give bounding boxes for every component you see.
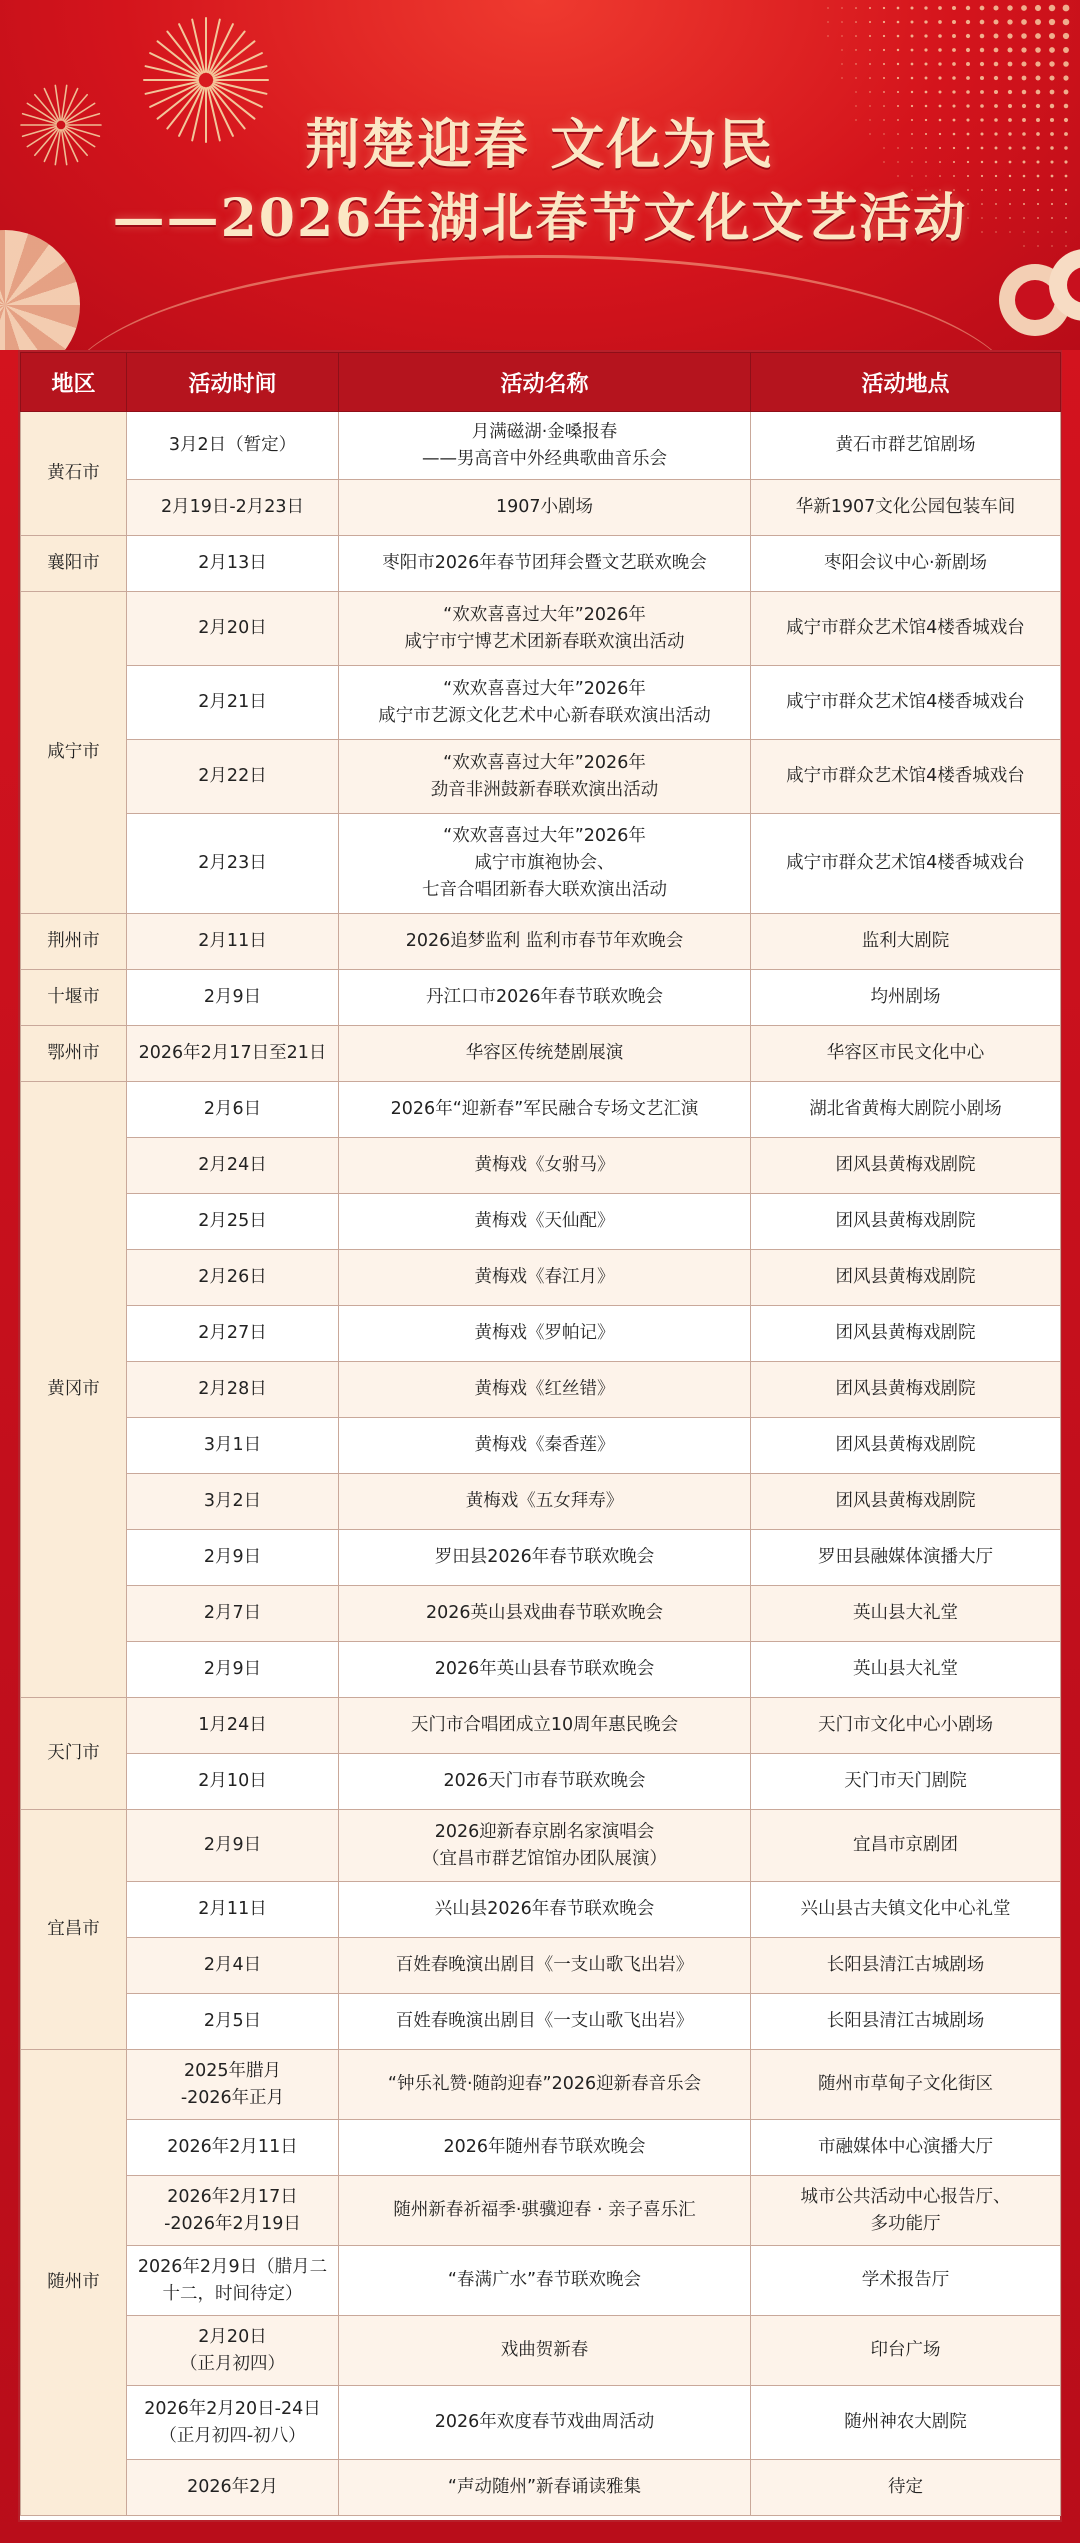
activity-name-cell: 黄梅戏《女驸马》: [339, 1138, 751, 1194]
activity-name-cell: “欢欢喜喜过大年”2026年 咸宁市宁博艺术团新春联欢演出活动: [339, 592, 751, 666]
table-row: [21, 1250, 1061, 1306]
time-cell: 2月20日: [127, 592, 339, 666]
time-cell: 2026年2月11日: [127, 2120, 339, 2176]
activity-name-cell: 月满磁湖·金嗓报春 ——男高音中外经典歌曲音乐会: [339, 412, 751, 480]
venue-cell: 团风县黄梅戏剧院: [751, 1362, 1061, 1418]
activity-name-cell: 黄梅戏《五女拜寿》: [339, 1474, 751, 1530]
venue-cell: 市融媒体中心演播大厅: [751, 2120, 1061, 2176]
table-row: [21, 1586, 1061, 1642]
time-cell: 2月10日: [127, 1754, 339, 1810]
activity-name-cell: 罗田县2026年春节联欢晚会: [339, 1530, 751, 1586]
activity-name-cell: 天门市合唱团成立10周年惠民晚会: [339, 1698, 751, 1754]
time-cell: 2月19日-2月23日: [127, 480, 339, 536]
activity-name-cell: 2026英山县戏曲春节联欢晚会: [339, 1586, 751, 1642]
venue-cell: 天门市天门剧院: [751, 1754, 1061, 1810]
table-row: [21, 1810, 1061, 1882]
region-cell: 随州市: [21, 2050, 127, 2516]
region-cell: 黄石市: [21, 412, 127, 536]
table-row: [21, 2050, 1061, 2120]
venue-cell: 天门市文化中心小剧场: [751, 1698, 1061, 1754]
table-header-row: [21, 353, 1061, 412]
table-body: [21, 412, 1061, 2516]
table-row: [21, 1194, 1061, 1250]
table-row: [21, 412, 1061, 480]
time-cell: 2月7日: [127, 1586, 339, 1642]
time-cell: 2月4日: [127, 1938, 339, 1994]
venue-cell: 咸宁市群众艺术馆4楼香城戏台: [751, 592, 1061, 666]
table-row: [21, 1138, 1061, 1194]
table-row: [21, 1642, 1061, 1698]
venue-cell: 英山县大礼堂: [751, 1586, 1061, 1642]
activity-name-cell: “声动随州”新春诵读雅集: [339, 2460, 751, 2516]
venue-cell: 团风县黄梅戏剧院: [751, 1250, 1061, 1306]
table-row: [21, 1698, 1061, 1754]
venue-cell: 华容区市民文化中心: [751, 1026, 1061, 1082]
activity-name-cell: “钟乐礼赞·随韵迎春”2026迎新春音乐会: [339, 2050, 751, 2120]
region-cell: 咸宁市: [21, 592, 127, 914]
time-cell: 2月9日: [127, 970, 339, 1026]
venue-cell: 印台广场: [751, 2316, 1061, 2386]
venue-cell: 长阳县清江古城剧场: [751, 1994, 1061, 2050]
activity-name-cell: 2026年随州春节联欢晚会: [339, 2120, 751, 2176]
time-cell: 2月25日: [127, 1194, 339, 1250]
venue-cell: 团风县黄梅戏剧院: [751, 1194, 1061, 1250]
table-row: [21, 1530, 1061, 1586]
time-cell: 2月24日: [127, 1138, 339, 1194]
time-cell: 2月28日: [127, 1362, 339, 1418]
time-cell: 3月2日（暂定）: [127, 412, 339, 480]
activity-name-cell: 枣阳市2026年春节团拜会暨文艺联欢晚会: [339, 536, 751, 592]
activity-name-cell: 2026年欢度春节戏曲周活动: [339, 2386, 751, 2460]
time-cell: 2月26日: [127, 1250, 339, 1306]
activity-name-cell: 华容区传统楚剧展演: [339, 1026, 751, 1082]
activity-name-cell: 百姓春晚演出剧目《一支山歌飞出岩》: [339, 1994, 751, 2050]
time-cell: 2026年2月20日-24日 （正月初四-初八）: [127, 2386, 339, 2460]
region-cell: 黄冈市: [21, 1082, 127, 1698]
time-cell: 2月9日: [127, 1642, 339, 1698]
venue-cell: 随州市草甸子文化街区: [751, 2050, 1061, 2120]
time-cell: 3月1日: [127, 1418, 339, 1474]
time-cell: 2月23日: [127, 814, 339, 914]
region-cell: 鄂州市: [21, 1026, 127, 1082]
activity-name-cell: 随州新春祈福季·骐骥迎春 · 亲子喜乐汇: [339, 2176, 751, 2246]
activity-name-cell: 黄梅戏《红丝错》: [339, 1362, 751, 1418]
table-row: [21, 1362, 1061, 1418]
venue-cell: 团风县黄梅戏剧院: [751, 1306, 1061, 1362]
time-cell: 2月20日 （正月初四）: [127, 2316, 339, 2386]
activity-name-cell: 2026天门市春节联欢晚会: [339, 1754, 751, 1810]
venue-cell: 兴山县古夫镇文化中心礼堂: [751, 1882, 1061, 1938]
table-row: [21, 2316, 1061, 2386]
column-header-venue: 活动地点: [751, 353, 1061, 412]
table-row: [21, 2246, 1061, 2316]
region-cell: 宜昌市: [21, 1810, 127, 2050]
venue-cell: 宜昌市京剧团: [751, 1810, 1061, 1882]
region-cell: 十堰市: [21, 970, 127, 1026]
region-cell: 襄阳市: [21, 536, 127, 592]
table-row: [21, 970, 1061, 1026]
venue-cell: 华新1907文化公园包装车间: [751, 480, 1061, 536]
time-cell: 1月24日: [127, 1698, 339, 1754]
activity-name-cell: “春满广水”春节联欢晚会: [339, 2246, 751, 2316]
activity-name-cell: 1907小剧场: [339, 480, 751, 536]
activity-name-cell: “欢欢喜喜过大年”2026年 咸宁市旗袍协会、 七音合唱团新春大联欢演出活动: [339, 814, 751, 914]
activity-name-cell: 百姓春晚演出剧目《一支山歌飞出岩》: [339, 1938, 751, 1994]
venue-cell: 学术报告厅: [751, 2246, 1061, 2316]
venue-cell: 英山县大礼堂: [751, 1642, 1061, 1698]
time-cell: 2月6日: [127, 1082, 339, 1138]
table-row: [21, 1418, 1061, 1474]
activity-name-cell: 黄梅戏《秦香莲》: [339, 1418, 751, 1474]
activity-name-cell: 黄梅戏《天仙配》: [339, 1194, 751, 1250]
table-row: [21, 592, 1061, 666]
activity-name-cell: 2026迎新春京剧名家演唱会 （宜昌市群艺馆馆办团队展演）: [339, 1810, 751, 1882]
venue-cell: 罗田县融媒体演播大厅: [751, 1530, 1061, 1586]
table-row: [21, 1882, 1061, 1938]
venue-cell: 湖北省黄梅大剧院小剧场: [751, 1082, 1061, 1138]
time-cell: 3月2日: [127, 1474, 339, 1530]
table-row: [21, 740, 1061, 814]
venue-cell: 咸宁市群众艺术馆4楼香城戏台: [751, 666, 1061, 740]
activity-name-cell: 黄梅戏《春江月》: [339, 1250, 751, 1306]
activity-name-cell: “欢欢喜喜过大年”2026年 咸宁市艺源文化艺术中心新春联欢演出活动: [339, 666, 751, 740]
table-row: [21, 2386, 1061, 2460]
time-cell: 2026年2月17日至21日: [127, 1026, 339, 1082]
table-row: [21, 1474, 1061, 1530]
venue-cell: 团风县黄梅戏剧院: [751, 1474, 1061, 1530]
venue-cell: 枣阳会议中心·新剧场: [751, 536, 1061, 592]
venue-cell: 均州剧场: [751, 970, 1061, 1026]
table-row: [21, 1082, 1061, 1138]
activity-name-cell: 黄梅戏《罗帕记》: [339, 1306, 751, 1362]
activity-name-cell: 2026年“迎新春”军民融合专场文艺汇演: [339, 1082, 751, 1138]
table-row: [21, 1026, 1061, 1082]
activity-name-cell: 2026年英山县春节联欢晚会: [339, 1642, 751, 1698]
venue-cell: 团风县黄梅戏剧院: [751, 1138, 1061, 1194]
venue-cell: 咸宁市群众艺术馆4楼香城戏台: [751, 814, 1061, 914]
table-row: [21, 2120, 1061, 2176]
time-cell: 2月13日: [127, 536, 339, 592]
poster-header: [0, 0, 1080, 350]
time-cell: 2026年2月9日（腊月二 十二，时间待定）: [127, 2246, 339, 2316]
region-cell: 天门市: [21, 1698, 127, 1810]
table-row: [21, 1938, 1061, 1994]
activity-name-cell: 丹江口市2026年春节联欢晚会: [339, 970, 751, 1026]
table-row: [21, 2460, 1061, 2516]
time-cell: 2月9日: [127, 1530, 339, 1586]
poster-title-line2: ——2026年湖北春节文化文艺活动: [112, 188, 968, 249]
time-cell: 2025年腊月 -2026年正月: [127, 2050, 339, 2120]
time-cell: 2月22日: [127, 740, 339, 814]
venue-cell: 长阳县清江古城剧场: [751, 1938, 1061, 1994]
activity-name-cell: “欢欢喜喜过大年”2026年 劲音非洲鼓新春联欢演出活动: [339, 740, 751, 814]
time-cell: 2月9日: [127, 1810, 339, 1882]
column-header-region: 地区: [21, 353, 127, 412]
poster-title-line1: 荆楚迎春 文化为民: [305, 112, 775, 176]
table-row: [21, 1754, 1061, 1810]
time-cell: 2026年2月: [127, 2460, 339, 2516]
venue-cell: 城市公共活动中心报告厅、 多功能厅: [751, 2176, 1061, 2246]
table-row: [21, 814, 1061, 914]
region-cell: 荆州市: [21, 914, 127, 970]
venue-cell: 待定: [751, 2460, 1061, 2516]
table-row: [21, 1306, 1061, 1362]
venue-cell: 监利大剧院: [751, 914, 1061, 970]
venue-cell: 随州神农大剧院: [751, 2386, 1061, 2460]
activity-table-container: [18, 350, 1062, 2522]
activity-table: [20, 352, 1061, 2516]
table-row: [21, 2176, 1061, 2246]
decorative-arc: [60, 255, 1020, 350]
activity-name-cell: 兴山县2026年春节联欢晚会: [339, 1882, 751, 1938]
column-header-time: 活动时间: [127, 353, 339, 412]
table-row: [21, 914, 1061, 970]
table-row: [21, 666, 1061, 740]
venue-cell: 团风县黄梅戏剧院: [751, 1418, 1061, 1474]
time-cell: 2026年2月17日 -2026年2月19日: [127, 2176, 339, 2246]
time-cell: 2月11日: [127, 1882, 339, 1938]
time-cell: 2月27日: [127, 1306, 339, 1362]
time-cell: 2月11日: [127, 914, 339, 970]
venue-cell: 黄石市群艺馆剧场: [751, 412, 1061, 480]
column-header-name: 活动名称: [339, 353, 751, 412]
table-row: [21, 1994, 1061, 2050]
venue-cell: 咸宁市群众艺术馆4楼香城戏台: [751, 740, 1061, 814]
activity-name-cell: 戏曲贺新春: [339, 2316, 751, 2386]
time-cell: 2月21日: [127, 666, 339, 740]
table-row: [21, 480, 1061, 536]
table-row: [21, 536, 1061, 592]
time-cell: 2月5日: [127, 1994, 339, 2050]
activity-name-cell: 2026追梦监利 监利市春节年欢晚会: [339, 914, 751, 970]
